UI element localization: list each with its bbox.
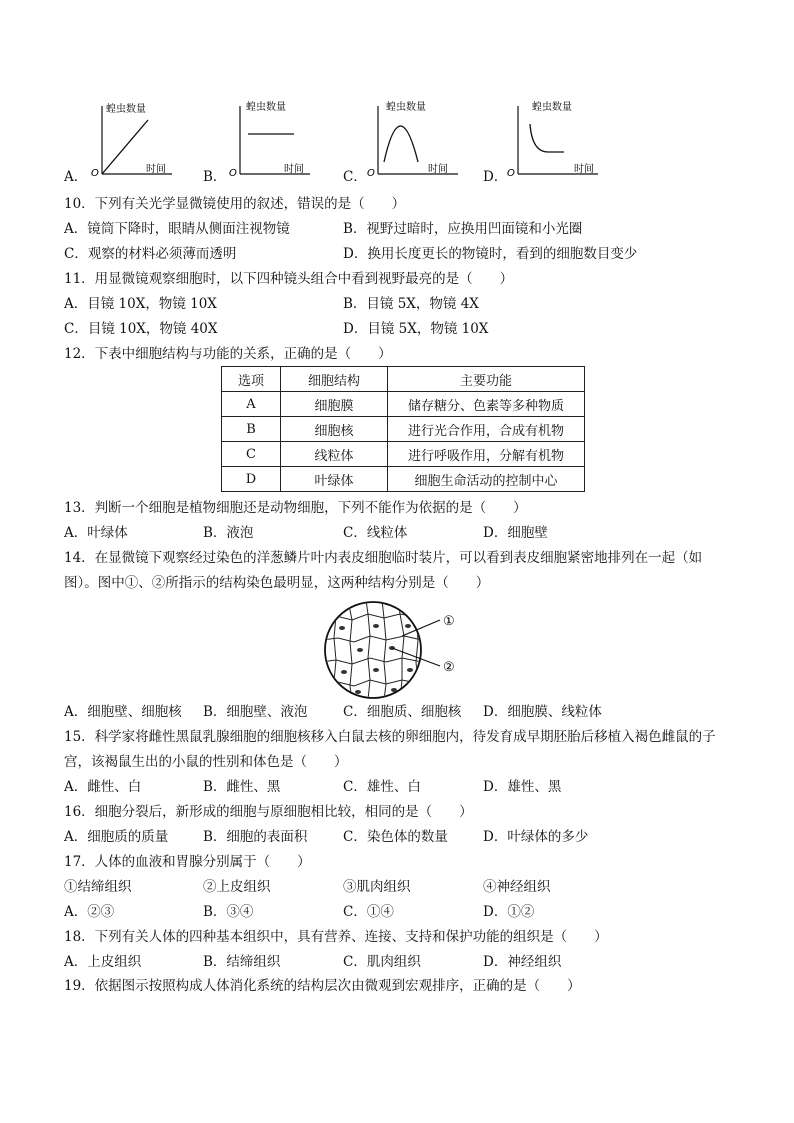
origin-label: O	[229, 168, 237, 179]
q16-option-b[interactable]: B．细胞的表面积	[203, 829, 308, 845]
q17-item-2: ②上皮组织	[203, 879, 271, 895]
q15-stem-line2: 宫，该褐鼠生出的小鼠的性别和体色是（ ）	[64, 754, 348, 770]
q10-stem: 10．下列有关光学显微镜使用的叙述，错误的是（ ）	[64, 196, 406, 212]
q15-stem-line1: 15．科学家将雌性黑鼠乳腺细胞的细胞核移入白鼠去核的卵细胞内，待发育成早期胚胎后移植入褐色雌鼠的子	[64, 729, 716, 745]
origin-label: O	[367, 168, 375, 179]
y-axis-label: 蝗虫数量	[246, 102, 286, 113]
q17-stem: 17．人体的血液和胃腺分别属于（ ）	[64, 854, 311, 870]
q13-option-c[interactable]: C．线粒体	[343, 525, 408, 541]
q15-option-a[interactable]: A．雌性、白	[64, 779, 142, 795]
table-row	[222, 392, 585, 417]
onion-cell-figure	[322, 600, 472, 704]
x-axis-label: 时间	[574, 164, 594, 175]
table-cell: 储存糖分、色素等多种物质	[388, 392, 585, 417]
option-d-label: D．	[483, 169, 508, 185]
q11-option-a[interactable]: A．目镜 10X，物镜 10X	[64, 296, 217, 312]
table-header: 细胞结构	[281, 367, 388, 392]
q18-option-c[interactable]: C．肌肉组织	[343, 954, 421, 970]
table-cell: 叶绿体	[281, 467, 388, 492]
q11-option-b[interactable]: B．目镜 5X，物镜 4X	[343, 296, 479, 312]
origin-label: O	[91, 168, 99, 179]
q14-option-c[interactable]: C．细胞质、细胞核	[343, 704, 462, 720]
q14-option-a[interactable]: A．细胞壁、细胞核	[64, 704, 182, 720]
q13-stem: 13．判断一个细胞是植物细胞还是动物细胞，下列不能作为依据的是（ ）	[64, 500, 527, 516]
table-cell: 进行光合作用，合成有机物	[388, 417, 585, 442]
y-axis-label: 蝗虫数量	[386, 102, 426, 113]
option-b-label: B．	[203, 169, 227, 185]
graph-c	[362, 96, 462, 186]
y-axis-label: 蝗虫数量	[532, 102, 572, 113]
origin-label: O	[507, 168, 515, 179]
q17-option-c[interactable]: C．①④	[343, 904, 394, 920]
label-2: ②	[443, 660, 455, 675]
q17-item-4: ④神经组织	[483, 879, 551, 895]
x-axis-label: 时间	[284, 164, 304, 175]
table-cell: 细胞核	[281, 417, 388, 442]
table-row	[222, 467, 585, 492]
q11-stem: 11．用显微镜观察细胞时，以下四种镜头组合中看到视野最亮的是（ ）	[64, 271, 514, 287]
table-cell: A	[222, 392, 281, 417]
q10-option-b[interactable]: B．视野过暗时，应换用凹面镜和小光圈	[343, 221, 583, 237]
q18-option-d[interactable]: D．神经组织	[483, 954, 562, 970]
table-cell: 线粒体	[281, 442, 388, 467]
table-cell: C	[222, 442, 281, 467]
x-axis-label: 时间	[428, 164, 448, 175]
table-header-row	[222, 367, 585, 392]
x-axis-label: 时间	[146, 164, 166, 175]
q15-option-d[interactable]: D．雄性、黑	[483, 779, 562, 795]
option-a-label: A．	[64, 169, 88, 185]
y-axis-label: 蝗虫数量	[106, 104, 146, 115]
q17-option-d[interactable]: D．①②	[483, 904, 535, 920]
q13-option-d[interactable]: D．细胞壁	[483, 525, 548, 541]
table-header: 选项	[222, 367, 281, 392]
table-row	[222, 442, 585, 467]
graph-a	[86, 96, 176, 186]
q18-option-a[interactable]: A．上皮组织	[64, 954, 142, 970]
q17-option-a[interactable]: A．②③	[64, 904, 115, 920]
table-cell: 进行呼吸作用，分解有机物	[388, 442, 585, 467]
label-1: ①	[443, 614, 455, 629]
option-c-label: C．	[343, 169, 367, 185]
cell-structure-table	[221, 366, 585, 492]
q15-option-c[interactable]: C．雄性、白	[343, 779, 421, 795]
graph-b	[224, 96, 314, 186]
q12-stem: 12．下表中细胞结构与功能的关系，正确的是（ ）	[64, 346, 392, 362]
q13-option-a[interactable]: A．叶绿体	[64, 525, 128, 541]
q13-option-b[interactable]: B．液泡	[203, 525, 254, 541]
q10-option-d[interactable]: D．换用长度更长的物镜时，看到的细胞数目变少	[343, 246, 638, 262]
q18-option-b[interactable]: B．结缔组织	[203, 954, 281, 970]
table-row	[222, 417, 585, 442]
q17-item-1: ①结缔组织	[64, 879, 132, 895]
q11-option-c[interactable]: C．目镜 10X，物镜 40X	[64, 321, 218, 337]
q17-option-b[interactable]: B．③④	[203, 904, 254, 920]
q17-item-3: ③肌肉组织	[343, 879, 411, 895]
q14-option-b[interactable]: B．细胞壁、液泡	[203, 704, 308, 720]
table-header: 主要功能	[388, 367, 585, 392]
q10-option-c[interactable]: C．观察的材料必须薄而透明	[64, 246, 237, 262]
q10-option-a[interactable]: A．镜筒下降时，眼睛从侧面注视物镜	[64, 221, 290, 237]
table-cell: 细胞生命活动的控制中心	[388, 467, 585, 492]
q19-stem: 19．依据图示按照构成人体消化系统的结构层次由微观到宏观排序，正确的是（ ）	[64, 978, 581, 994]
q15-option-b[interactable]: B．雌性、黑	[203, 779, 281, 795]
table-cell: B	[222, 417, 281, 442]
q16-option-d[interactable]: D．叶绿体的多少	[483, 829, 589, 845]
q16-stem: 16．细胞分裂后，新形成的细胞与原细胞相比较，相同的是（ ）	[64, 804, 473, 820]
q14-stem-line1: 14．在显微镜下观察经过染色的洋葱鳞片叶内表皮细胞临时装片，可以看到表皮细胞紧密地排列在一起（如	[64, 550, 703, 566]
graph-d	[502, 96, 602, 186]
q18-stem: 18．下列有关人体的四种基本组织中，具有营养、连接、支持和保护功能的组织是（ ）	[64, 929, 608, 945]
q16-option-c[interactable]: C．染色体的数量	[343, 829, 448, 845]
table-cell: 细胞膜	[281, 392, 388, 417]
table-cell: D	[222, 467, 281, 492]
q14-option-d[interactable]: D．细胞膜、线粒体	[483, 704, 602, 720]
q14-stem-line2: 图）。图中①、②所指示的结构染色最明显，这两种结构分别是（ ）	[64, 575, 490, 591]
q16-option-a[interactable]: A．细胞质的质量	[64, 829, 169, 845]
q11-option-d[interactable]: D．目镜 5X，物镜 10X	[343, 321, 489, 337]
